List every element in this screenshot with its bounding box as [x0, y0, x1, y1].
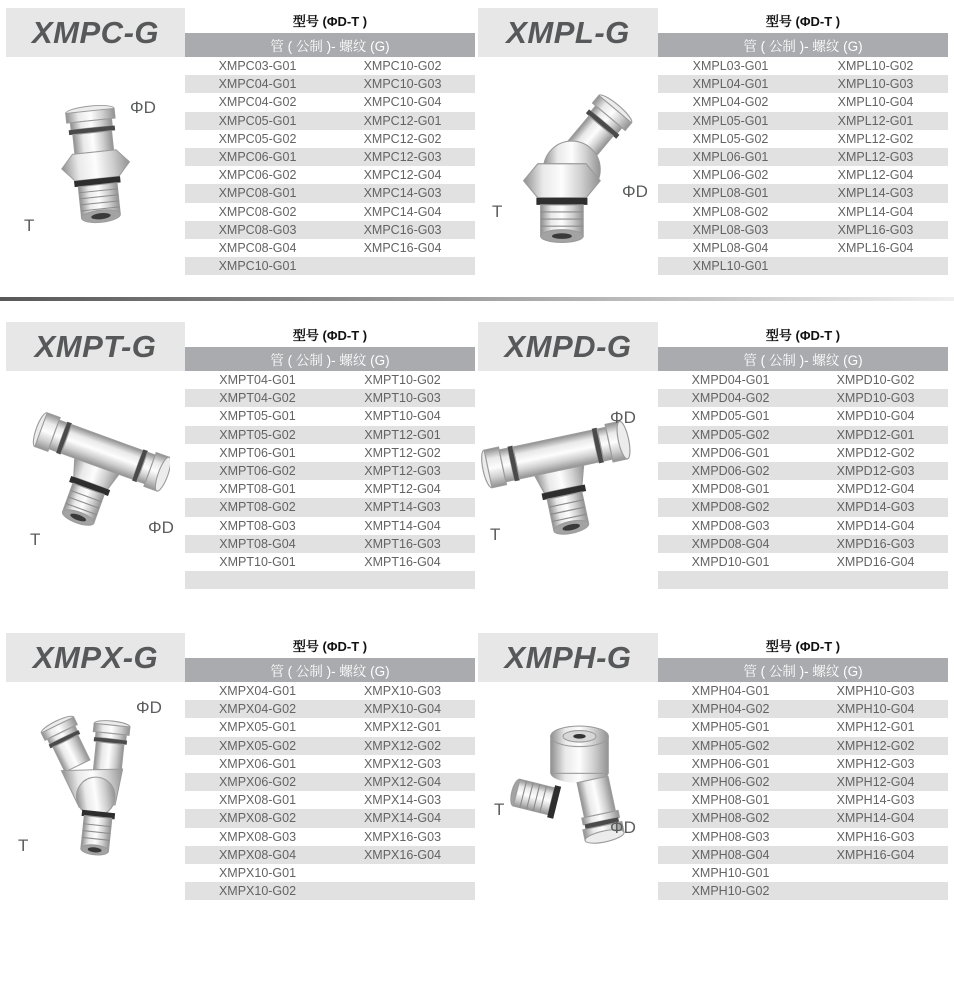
model-cell: XMPH06-G02 [691, 775, 770, 790]
model-cell: XMPH12-G04 [836, 775, 915, 790]
model-cell: XMPT05-G02 [219, 427, 296, 442]
table-row [658, 864, 948, 882]
table-row [185, 444, 475, 462]
model-cell: XMPH10-G03 [836, 684, 915, 699]
model-cell [803, 864, 948, 882]
table-row [658, 571, 948, 589]
model-cell: XMPH08-G01 [691, 793, 770, 808]
model-cell: XMPT05-G01 [219, 409, 296, 424]
model-cell: XMPL04-G01 [692, 77, 769, 92]
model-cell [330, 257, 475, 275]
series-title: XMPC-G [32, 14, 159, 50]
model-cell: XMPC12-G02 [363, 131, 442, 146]
table-row [658, 93, 948, 111]
model-cell: XMPX10-G04 [363, 702, 442, 717]
model-cell: XMPC08-G02 [218, 204, 297, 219]
model-cell: XMPL08-G03 [692, 222, 769, 237]
model-cell: XMPT16-G04 [364, 554, 441, 569]
model-cell [185, 571, 330, 589]
model-cell: XMPT16-G03 [364, 536, 441, 551]
table-row [185, 239, 475, 257]
model-cell: XMPT08-G04 [219, 536, 296, 551]
model-cell: XMPD08-G04 [691, 536, 770, 551]
model-cell: XMPT10-G03 [364, 391, 441, 406]
table-row [658, 57, 948, 75]
table-subheader: 管 ( 公制 )- 螺纹 (G) [185, 33, 475, 57]
model-cell: XMPC04-G01 [218, 77, 297, 92]
model-cell: XMPL06-G01 [692, 150, 769, 165]
model-cell [330, 882, 475, 900]
model-cell: XMPX06-G02 [218, 775, 297, 790]
model-cell: XMPC10-G04 [363, 95, 442, 110]
model-cell: XMPD08-G02 [691, 500, 770, 515]
table-row [658, 407, 948, 425]
model-cell [330, 571, 475, 589]
model-cell: XMPD14-G03 [836, 500, 915, 515]
model-cell: XMPX16-G04 [363, 847, 442, 862]
table-row [185, 791, 475, 809]
table-body [658, 371, 948, 589]
table-row [185, 75, 475, 93]
model-cell: XMPX08-G02 [218, 811, 297, 826]
model-cell: XMPC12-G03 [363, 150, 442, 165]
series-title: XMPT-G [34, 328, 157, 364]
series-title: XMPL-G [506, 14, 630, 50]
model-cell: XMPH10-G01 [691, 865, 770, 880]
model-cell [803, 571, 948, 589]
model-cell: XMPL05-G01 [692, 113, 769, 128]
model-cell: XMPD08-G01 [691, 482, 770, 497]
table-row [185, 517, 475, 535]
model-cell: XMPH05-G01 [691, 720, 770, 735]
table-header: 型号 (ΦD-T ) [658, 8, 948, 33]
model-cell: XMPH04-G01 [691, 684, 770, 699]
model-table-xmpx [185, 633, 475, 900]
model-cell: XMPT08-G02 [219, 500, 296, 515]
table-row [658, 682, 948, 700]
series-title-band-xmpd [478, 322, 658, 371]
model-cell: XMPD16-G04 [836, 554, 915, 569]
table-header: 型号 (ΦD-T ) [658, 633, 948, 658]
model-cell: XMPL10-G03 [837, 77, 914, 92]
model-cell: XMPT14-G03 [364, 500, 441, 515]
table-body [185, 57, 475, 275]
table-body [658, 682, 948, 900]
table-row [185, 846, 475, 864]
model-cell: XMPL12-G01 [837, 113, 914, 128]
table-header: 型号 (ΦD-T ) [185, 322, 475, 347]
thread-label: T [24, 216, 35, 235]
model-cell: XMPL12-G02 [837, 131, 914, 146]
model-cell [330, 864, 475, 882]
table-row [658, 444, 948, 462]
model-cell: XMPD06-G02 [691, 464, 770, 479]
table-row [185, 864, 475, 882]
table-row [185, 809, 475, 827]
table-row [658, 718, 948, 736]
model-cell: XMPL08-G04 [692, 240, 769, 255]
model-cell: XMPX08-G03 [218, 829, 297, 844]
table-row [185, 389, 475, 407]
model-cell: XMPX10-G03 [363, 684, 442, 699]
model-table-xmpl [658, 8, 948, 275]
model-cell: XMPT08-G03 [219, 518, 296, 533]
table-row [658, 462, 948, 480]
model-cell: XMPT06-G02 [219, 464, 296, 479]
fitting-image-male-elbow [498, 90, 640, 246]
table-row [658, 426, 948, 444]
model-cell: XMPX06-G01 [218, 756, 297, 771]
model-cell: XMPH10-G04 [836, 702, 915, 717]
model-cell: XMPT06-G01 [219, 445, 296, 460]
model-cell [658, 571, 803, 589]
model-cell: XMPH14-G03 [836, 793, 915, 808]
table-row [185, 755, 475, 773]
thread-label: T [492, 202, 503, 221]
model-cell: XMPH12-G02 [836, 738, 915, 753]
table-row [185, 57, 475, 75]
model-cell: XMPD05-G01 [691, 409, 770, 424]
model-cell: XMPL14-G04 [837, 204, 914, 219]
table-row [658, 239, 948, 257]
model-cell: XMPL10-G04 [837, 95, 914, 110]
model-cell: XMPH14-G04 [836, 811, 915, 826]
thread-label: T [490, 525, 501, 544]
model-cell: XMPC16-G04 [363, 240, 442, 255]
model-cell [803, 882, 948, 900]
model-cell: XMPD16-G03 [836, 536, 915, 551]
model-cell: XMPH12-G03 [836, 756, 915, 771]
model-cell: XMPC04-G02 [218, 95, 297, 110]
model-cell: XMPT08-G01 [219, 482, 296, 497]
model-cell: XMPC14-G03 [363, 186, 442, 201]
model-cell: XMPX04-G01 [218, 684, 297, 699]
table-subheader: 管 ( 公制 )- 螺纹 (G) [185, 347, 475, 371]
model-cell: XMPD08-G03 [691, 518, 770, 533]
table-row [185, 407, 475, 425]
model-cell: XMPC12-G04 [363, 168, 442, 183]
model-cell: XMPT04-G01 [219, 373, 296, 388]
table-row [658, 828, 948, 846]
model-cell: XMPH12-G01 [836, 720, 915, 735]
model-cell: XMPT12-G04 [364, 482, 441, 497]
model-cell: XMPL03-G01 [692, 59, 769, 74]
table-row [658, 184, 948, 202]
table-row [658, 846, 948, 864]
table-row [185, 773, 475, 791]
model-cell: XMPC08-G04 [218, 240, 297, 255]
model-cell: XMPX12-G03 [363, 756, 442, 771]
model-cell: XMPT14-G04 [364, 518, 441, 533]
table-row [658, 553, 948, 571]
model-cell: XMPC14-G04 [363, 204, 442, 219]
model-cell: XMPH06-G01 [691, 756, 770, 771]
model-cell: XMPD06-G01 [691, 445, 770, 460]
model-cell: XMPX08-G04 [218, 847, 297, 862]
table-row [185, 480, 475, 498]
model-table-xmpc [185, 8, 475, 275]
table-row [658, 75, 948, 93]
model-cell: XMPD05-G02 [691, 427, 770, 442]
model-cell: XMPH16-G04 [836, 847, 915, 862]
thread-label: T [30, 530, 41, 549]
thread-label: T [18, 836, 29, 855]
model-cell: XMPX10-G01 [218, 865, 297, 880]
table-row [658, 791, 948, 809]
model-cell: XMPC08-G03 [218, 222, 297, 237]
model-cell: XMPX05-G02 [218, 738, 297, 753]
series-title-band-xmpx [6, 633, 185, 682]
model-cell: XMPD04-G02 [691, 391, 770, 406]
model-cell: XMPD12-G01 [836, 427, 915, 442]
series-title-band-xmpc [6, 8, 185, 57]
model-cell: XMPL08-G01 [692, 186, 769, 201]
model-cell: XMPD10-G02 [836, 373, 915, 388]
table-body [185, 371, 475, 589]
table-header: 型号 (ΦD-T ) [185, 633, 475, 658]
model-cell: XMPC03-G01 [218, 59, 297, 74]
series-title: XMPH-G [504, 639, 632, 675]
table-row [185, 700, 475, 718]
model-cell: XMPD04-G01 [691, 373, 770, 388]
table-row [658, 737, 948, 755]
table-row [658, 130, 948, 148]
table-row [658, 535, 948, 553]
table-row [185, 462, 475, 480]
model-cell: XMPC06-G02 [218, 168, 297, 183]
table-row [658, 112, 948, 130]
table-row [658, 257, 948, 275]
table-body [185, 682, 475, 900]
model-cell: XMPH04-G02 [691, 702, 770, 717]
model-cell: XMPH08-G04 [691, 847, 770, 862]
model-table-xmpd [658, 322, 948, 589]
diameter-label: ΦD [610, 408, 636, 427]
table-row [658, 221, 948, 239]
model-cell: XMPX16-G03 [363, 829, 442, 844]
table-row [658, 389, 948, 407]
table-row [185, 426, 475, 444]
model-cell: XMPD12-G02 [836, 445, 915, 460]
table-row [185, 257, 475, 275]
model-cell: XMPL04-G02 [692, 95, 769, 110]
table-row [658, 809, 948, 827]
model-cell: XMPL05-G02 [692, 131, 769, 146]
model-cell: XMPH08-G03 [691, 829, 770, 844]
table-header: 型号 (ΦD-T ) [658, 322, 948, 347]
table-row [185, 682, 475, 700]
table-row [185, 93, 475, 111]
table-row [658, 882, 948, 900]
model-cell: XMPL12-G04 [837, 168, 914, 183]
model-cell: XMPX05-G01 [218, 720, 297, 735]
model-cell: XMPC10-G03 [363, 77, 442, 92]
table-row [658, 148, 948, 166]
table-row [185, 571, 475, 589]
table-row [185, 553, 475, 571]
fitting-image-male-y-connector [26, 708, 164, 874]
model-cell: XMPD14-G04 [836, 518, 915, 533]
diameter-label: ΦD [610, 818, 636, 837]
model-cell: XMPX12-G04 [363, 775, 442, 790]
table-row [185, 498, 475, 516]
model-cell: XMPT12-G03 [364, 464, 441, 479]
table-subheader: 管 ( 公制 )- 螺纹 (G) [185, 658, 475, 682]
model-cell: XMPL14-G03 [837, 186, 914, 201]
table-subheader: 管 ( 公制 )- 螺纹 (G) [658, 658, 948, 682]
table-row [658, 773, 948, 791]
series-title-band-xmpt [6, 322, 185, 371]
table-row [658, 371, 948, 389]
model-cell: XMPC05-G02 [218, 131, 297, 146]
table-subheader: 管 ( 公制 )- 螺纹 (G) [658, 347, 948, 371]
model-cell: XMPT04-G02 [219, 391, 296, 406]
table-row [658, 700, 948, 718]
model-cell: XMPX12-G01 [363, 720, 442, 735]
series-title: XMPX-G [32, 639, 159, 675]
model-cell: XMPL08-G02 [692, 204, 769, 219]
model-cell: XMPX08-G01 [218, 793, 297, 808]
model-cell: XMPC05-G01 [218, 113, 297, 128]
table-row [185, 130, 475, 148]
model-cell: XMPC10-G01 [218, 259, 297, 274]
table-row [658, 498, 948, 516]
series-title-band-xmpl [478, 8, 658, 57]
model-cell: XMPH05-G02 [691, 738, 770, 753]
table-row [658, 203, 948, 221]
table-row [658, 755, 948, 773]
model-cell: XMPX14-G03 [363, 793, 442, 808]
model-cell: XMPX04-G02 [218, 702, 297, 717]
model-cell: XMPL12-G03 [837, 150, 914, 165]
model-cell: XMPX12-G02 [363, 738, 442, 753]
diameter-label: ΦD [622, 182, 648, 201]
model-cell: XMPL16-G03 [837, 222, 914, 237]
table-row [185, 166, 475, 184]
series-title: XMPD-G [504, 328, 632, 364]
table-row [185, 221, 475, 239]
table-row [185, 371, 475, 389]
table-row [185, 112, 475, 130]
model-cell: XMPX10-G02 [218, 884, 297, 899]
model-table-xmph [658, 633, 948, 900]
table-header: 型号 (ΦD-T ) [185, 8, 475, 33]
model-cell: XMPD10-G04 [836, 409, 915, 424]
model-cell: XMPH16-G03 [836, 829, 915, 844]
table-row [185, 828, 475, 846]
table-row [658, 480, 948, 498]
model-cell: XMPL10-G01 [692, 259, 769, 274]
model-cell: XMPC16-G03 [363, 222, 442, 237]
model-cell: XMPT12-G01 [364, 427, 441, 442]
diameter-label: ΦD [136, 698, 162, 717]
table-row [185, 148, 475, 166]
diameter-label: ΦD [148, 518, 174, 537]
model-cell: XMPC10-G02 [363, 59, 442, 74]
model-cell: XMPL16-G04 [837, 240, 914, 255]
table-row [185, 535, 475, 553]
table-row [185, 882, 475, 900]
model-cell: XMPD10-G03 [836, 391, 915, 406]
series-title-band-xmph [478, 633, 658, 682]
table-row [185, 718, 475, 736]
model-cell: XMPT10-G01 [219, 554, 296, 569]
model-cell: XMPD12-G04 [836, 482, 915, 497]
model-cell: XMPX14-G04 [363, 811, 442, 826]
section-divider [0, 297, 954, 301]
model-cell: XMPC12-G01 [363, 113, 442, 128]
table-row [185, 203, 475, 221]
model-table-xmpt [185, 322, 475, 589]
table-row [658, 166, 948, 184]
model-cell: XMPH10-G02 [691, 884, 770, 899]
diameter-label: ΦD [130, 98, 156, 117]
model-cell: XMPL10-G02 [837, 59, 914, 74]
table-row [185, 737, 475, 755]
model-cell: XMPT10-G02 [364, 373, 441, 388]
table-subheader: 管 ( 公制 )- 螺纹 (G) [658, 33, 948, 57]
model-cell: XMPD10-G01 [691, 554, 770, 569]
model-cell: XMPT10-G04 [364, 409, 441, 424]
model-cell: XMPD12-G03 [836, 464, 915, 479]
model-cell: XMPC06-G01 [218, 150, 297, 165]
thread-label: T [494, 800, 505, 819]
model-cell: XMPT12-G02 [364, 445, 441, 460]
table-row [185, 184, 475, 202]
table-row [658, 517, 948, 535]
table-body [658, 57, 948, 275]
model-cell [803, 257, 948, 275]
model-cell: XMPL06-G02 [692, 168, 769, 183]
model-cell: XMPH08-G02 [691, 811, 770, 826]
model-cell: XMPC08-G01 [218, 186, 297, 201]
